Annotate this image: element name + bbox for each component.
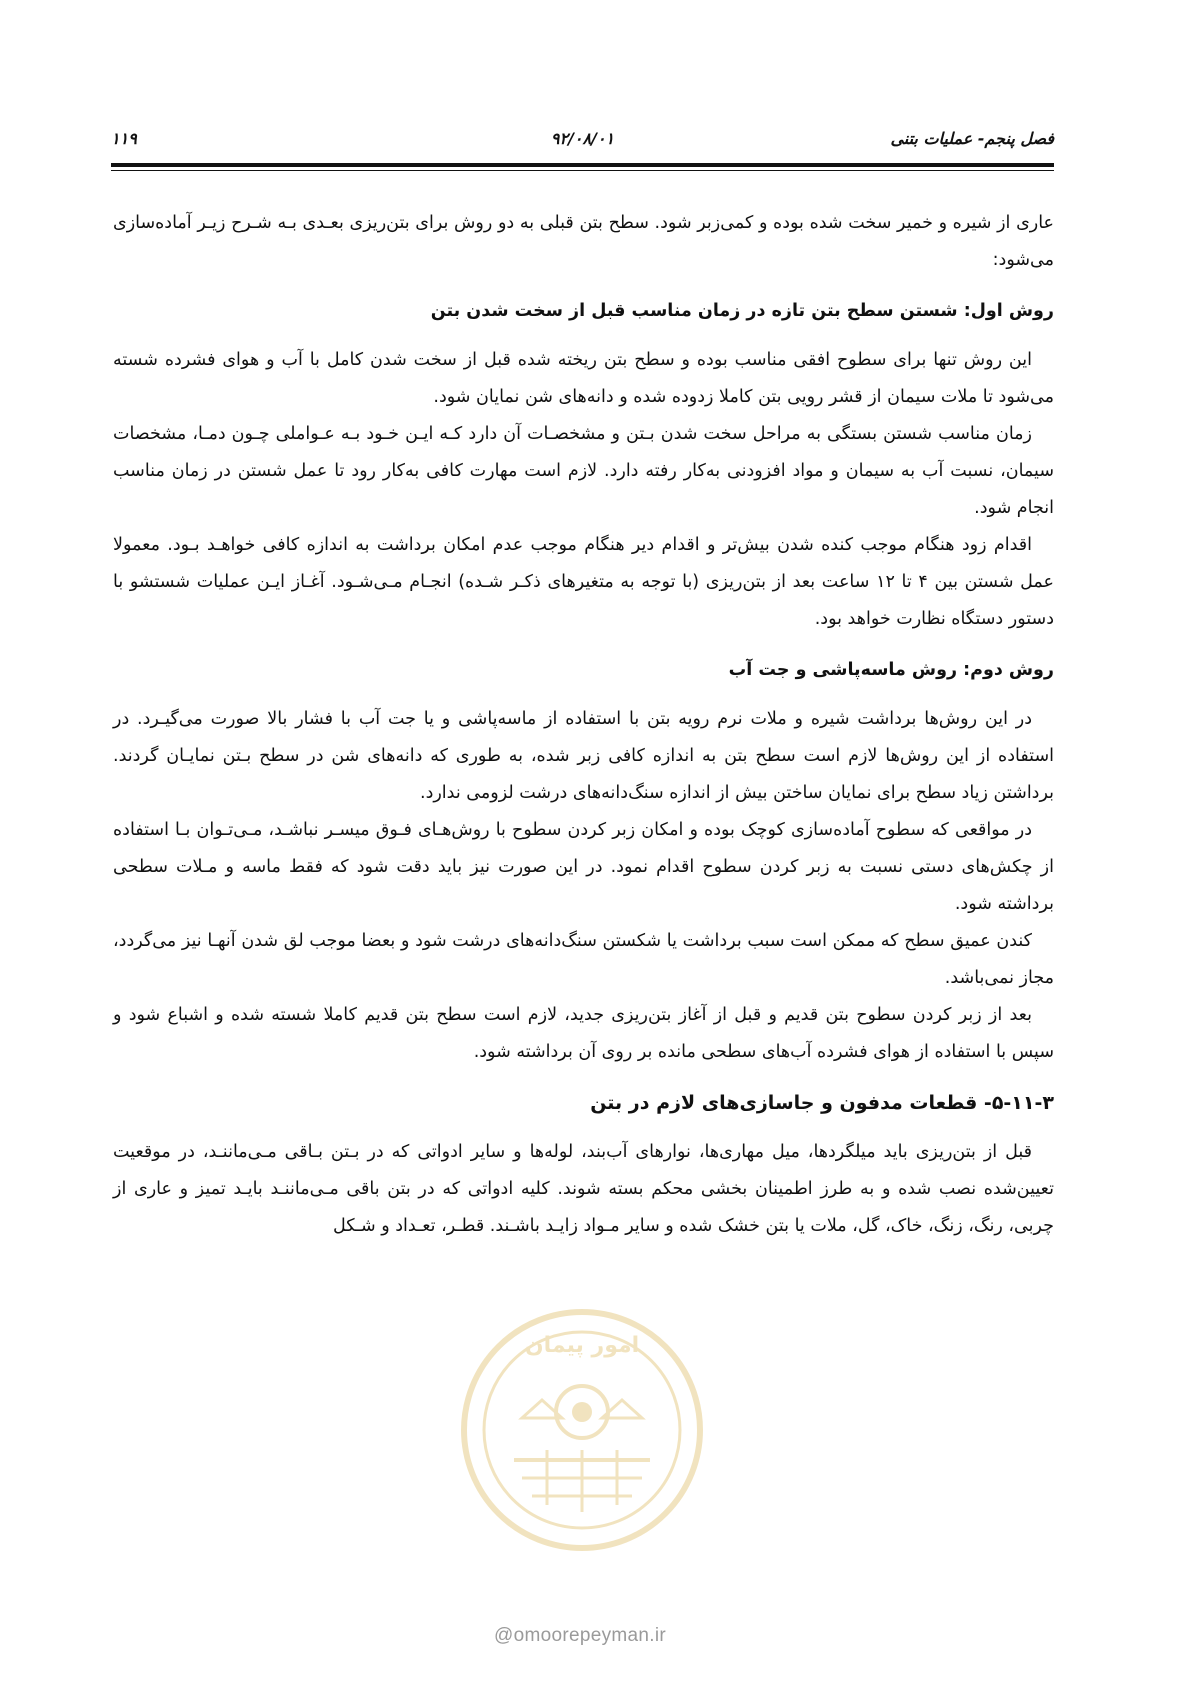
watermark-logo-text: امور پیمان — [524, 1333, 640, 1358]
method1-heading: روش اول: شستن سطح بتن تازه در زمان مناسب قبل از سخت شدن بتن — [430, 301, 1054, 321]
paragraph: در این روش‌ها برداشت شیره و ملات نرم رویه بتن با استفاده از ماسه‌پاشی و یا جت آب با فشار بالا صورت می‌گیـرد. در استفاده از این روش‌ها لازم است سطح بتن به اندازه کافی زبر شده، به طوری که دانه‌های شن در سطح بـتن نمایـان گردند. برداشتن زیاد سطح برای نمایان ساختن بیش از اندازه سنگ‌دانه‌های درشت لزومی ندارد. — [113, 709, 1054, 803]
paragraph: عاری از شیره و خمیر سخت شده بوده و کمی‌زبر شود. سطح بتن قبلی به دو روش برای بتن‌ریزی بعـدی بـه شـرح زیـر آماده‌سازی می‌شود: — [113, 213, 1054, 270]
paragraph: زمان مناسب شستن بستگی به مراحل سخت شدن بـتن و مشخصـات آن دارد کـه ایـن خـود بـه عـواملی چـون دمـا، مشخصات سیمان، نسبت آب به سیمان و مواد افزودنی به‌کار رفته دارد. لازم است مهارت کافی به‌کار رود تا عمل شستن در زمان مناسب انجام شود. — [113, 424, 1054, 518]
paragraph: در مواقعی که سطوح آماده‌سازی کوچک بوده و امکان زبر کردن سطوح با روش‌هـای فـوق میسـر نباشـد، مـی‌تـوان بـا استفاده از چکش‌های دستی نسبت به زبر کردن سطوح اقدام نمود. در این صورت نیز باید دقت شود که فقط ماسه و مـلات سطحی برداشته شود. — [113, 820, 1054, 914]
header-rule-thin — [111, 170, 1054, 171]
section-heading: ۵-۱۱-۳- قطعات مدفون و جاسازی‌های لازم در بتن — [590, 1092, 1054, 1114]
paragraph: کندن عمیق سطح که ممکن است سبب برداشت یا شکستن سنگ‌دانه‌های درشت شود و بعضا موجب لق شدن آنهـا نیز می‌گردد، مجاز نمی‌باشد. — [113, 931, 1054, 988]
page-number: ۱۱۹ — [111, 129, 137, 148]
paragraph: بعد از زبر کردن سطوح بتن قدیم و قبل از آغاز بتن‌ریزی جدید، لازم است سطح بتن قدیم کاملا شسته شده و اشباع شود و سپس با استفاده از هوای فشرده آب‌های سطحی مانده بر روی آن برداشته شود. — [113, 1005, 1054, 1062]
paragraph: این روش تنها برای سطوح افقی مناسب بوده و سطح بتن ریخته شده قبل از سخت شدن کامل با آب و هوای فشرده شسته می‌شود تا ملات سیمان از قشر رویی بتن کاملا زدوده شده و دانه‌های شن نمایان شود. — [113, 350, 1054, 407]
method2-heading: روش دوم: روش ماسه‌پاشی و جت آب — [728, 660, 1054, 680]
chapter-title: فصل پنجم- عملیات بتنی — [890, 129, 1054, 148]
body-text — [113, 205, 1054, 1245]
header-rule-thick — [111, 163, 1054, 167]
paragraph: اقدام زود هنگام موجب کنده شدن بیش‌تر و اقدام دیر هنگام موجب عدم امکان برداشت به اندازه کافی خواهـد بـود. معمولا عمل شستن بین ۴ تا ۱۲ ساعت بعد از بتن‌ریزی (با توجه به متغیرهای ذکـر شـده) انجـام مـی‌شـود. آغـاز ایـن عملیات شستشو با دستور دستگاه نظارت خواهد بود. — [113, 535, 1054, 629]
watermark-logo-icon — [452, 1300, 712, 1560]
paragraph: قبل از بتن‌ریزی باید میلگردها، میل مهاری‌ها، نوارهای آب‌بند، لوله‌ها و سایر ادواتی که در بـتن بـاقی مـی‌ماننـد، در موقعیت تعیین‌شده نصب شده و به طرز اطمینان بخشی محکم بسته شوند. کلیه ادواتی که در بتن باقی مـی‌ماننـد بایـد تمیز و عاری از چربی، رنگ، زنگ، خاک، گل، ملات یا بتن خشک شده و سایر مـواد زایـد باشـند. قطـر، تعـداد و شـکل — [113, 1142, 1054, 1236]
watermark-url: @omoorepeyman.ir — [494, 1625, 666, 1646]
header-date: ۹۲/۰۸/۰۱ — [550, 129, 615, 148]
page-header — [111, 125, 1054, 155]
